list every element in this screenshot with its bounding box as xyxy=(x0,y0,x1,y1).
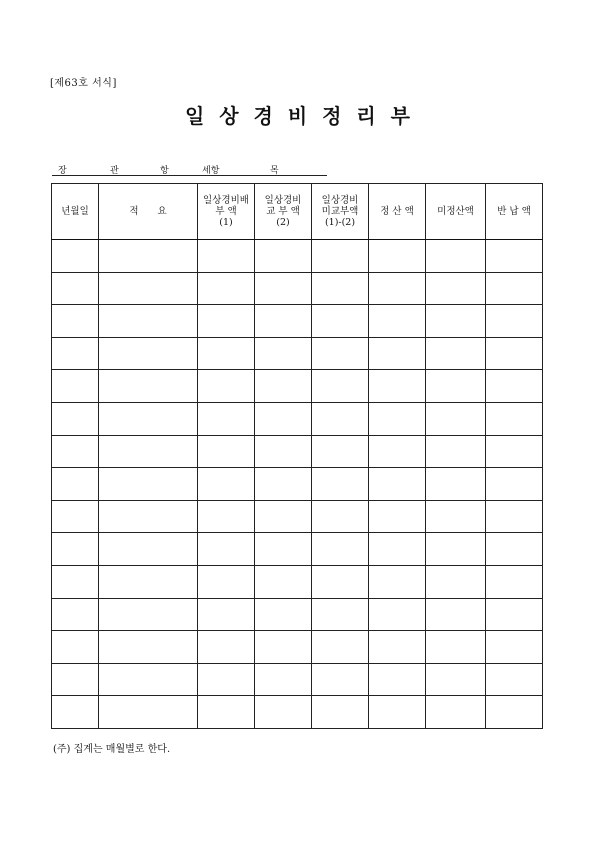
col-date-cell[interactable] xyxy=(52,533,99,566)
col-unissued-cell[interactable] xyxy=(312,272,369,305)
col-returned-cell[interactable] xyxy=(486,337,543,370)
col-returned-cell[interactable] xyxy=(486,272,543,305)
col-summary-cell[interactable] xyxy=(99,337,198,370)
col-settled-cell[interactable] xyxy=(369,696,426,729)
col-date-cell[interactable] xyxy=(52,370,99,403)
col-unissued-header-line: 미교부액 xyxy=(321,206,359,217)
col-returned-header xyxy=(486,184,543,240)
col-returned-cell[interactable] xyxy=(486,663,543,696)
col-unissued-header xyxy=(312,184,369,240)
col-allotment-cell[interactable] xyxy=(198,337,255,370)
col-settled-cell[interactable] xyxy=(369,402,426,435)
col-allotment-cell[interactable] xyxy=(198,468,255,501)
col-issued-cell[interactable] xyxy=(255,435,312,468)
table-row xyxy=(52,468,543,501)
col-settled-cell[interactable] xyxy=(369,272,426,305)
col-date-cell[interactable] xyxy=(52,468,99,501)
table-body xyxy=(52,240,543,729)
col-allotment-cell[interactable] xyxy=(198,696,255,729)
col-unissued-cell[interactable] xyxy=(312,305,369,338)
col-issued-cell[interactable] xyxy=(255,402,312,435)
col-settled-cell[interactable] xyxy=(369,337,426,370)
col-summary-header xyxy=(99,184,198,240)
col-allotment-header xyxy=(198,184,255,240)
col-unsettled-header-line: 미정산액 xyxy=(437,206,474,217)
col-returned-cell[interactable] xyxy=(486,468,543,501)
col-date-header-line: 년월일 xyxy=(61,206,89,217)
col-unsettled-cell[interactable] xyxy=(426,435,486,468)
table-header-row xyxy=(52,184,543,240)
col-summary-header-line: 적 요 xyxy=(129,206,167,217)
col-returned-cell[interactable] xyxy=(486,598,543,631)
col-date-cell[interactable] xyxy=(52,663,99,696)
col-unissued-cell[interactable] xyxy=(312,663,369,696)
table-row xyxy=(52,240,543,273)
col-summary-cell[interactable] xyxy=(99,631,198,664)
page-title: 일 상 경 비 정 리 부 xyxy=(184,104,411,128)
col-unsettled-cell[interactable] xyxy=(426,240,486,273)
col-issued-header-line: (2) xyxy=(276,217,290,228)
table-row xyxy=(52,533,543,566)
col-settled-header-line: 정 산 액 xyxy=(380,206,414,217)
col-date-cell[interactable] xyxy=(52,696,99,729)
col-date-cell[interactable] xyxy=(52,598,99,631)
table-row xyxy=(52,631,543,664)
col-date-cell[interactable] xyxy=(52,435,99,468)
col-unissued-cell[interactable] xyxy=(312,631,369,664)
table-row xyxy=(52,305,543,338)
col-date-header xyxy=(52,184,99,240)
field-label-mok: 목 xyxy=(270,166,279,176)
col-allotment-cell[interactable] xyxy=(198,370,255,403)
col-unissued-cell[interactable] xyxy=(312,565,369,598)
col-allotment-header-line: 일상경비배 xyxy=(203,195,249,206)
table-row xyxy=(52,565,543,598)
col-returned-cell[interactable] xyxy=(486,696,543,729)
col-returned-cell[interactable] xyxy=(486,402,543,435)
table-row xyxy=(52,370,543,403)
col-issued-cell[interactable] xyxy=(255,663,312,696)
col-summary-cell[interactable] xyxy=(99,435,198,468)
col-settled-cell[interactable] xyxy=(369,240,426,273)
col-unissued-cell[interactable] xyxy=(312,435,369,468)
col-unsettled-cell[interactable] xyxy=(426,631,486,664)
col-unsettled-cell[interactable] xyxy=(426,402,486,435)
table-row xyxy=(52,337,543,370)
col-settled-cell[interactable] xyxy=(369,598,426,631)
col-unsettled-cell[interactable] xyxy=(426,533,486,566)
col-date-cell[interactable] xyxy=(52,565,99,598)
col-summary-cell[interactable] xyxy=(99,468,198,501)
col-settled-cell[interactable] xyxy=(369,500,426,533)
col-unissued-header-line: 일상경비 xyxy=(321,195,359,206)
col-date-cell[interactable] xyxy=(52,272,99,305)
col-issued-cell[interactable] xyxy=(255,272,312,305)
col-settled-cell[interactable] xyxy=(369,305,426,338)
col-unsettled-cell[interactable] xyxy=(426,663,486,696)
col-allotment-header-line: (1) xyxy=(219,217,233,228)
table-row xyxy=(52,435,543,468)
col-allotment-cell[interactable] xyxy=(198,598,255,631)
footnote: (주) 집계는 매월별로 한다. xyxy=(53,744,171,755)
col-settled-cell[interactable] xyxy=(369,370,426,403)
col-issued-cell[interactable] xyxy=(255,337,312,370)
table-row xyxy=(52,500,543,533)
col-date-cell[interactable] xyxy=(52,500,99,533)
col-unissued-header-line: (1)-(2) xyxy=(324,217,356,228)
col-allotment-cell[interactable] xyxy=(198,305,255,338)
col-unissued-cell[interactable] xyxy=(312,240,369,273)
col-returned-cell[interactable] xyxy=(486,370,543,403)
col-summary-cell[interactable] xyxy=(99,240,198,273)
col-summary-cell[interactable] xyxy=(99,565,198,598)
col-settled-cell[interactable] xyxy=(369,468,426,501)
col-issued-cell[interactable] xyxy=(255,468,312,501)
form-number: [제63호 서식] xyxy=(50,78,117,89)
col-allotment-cell[interactable] xyxy=(198,500,255,533)
col-issued-header-line: 일상경비 xyxy=(264,195,302,206)
col-summary-cell[interactable] xyxy=(99,500,198,533)
table-row xyxy=(52,402,543,435)
col-date-cell[interactable] xyxy=(52,631,99,664)
col-returned-cell[interactable] xyxy=(486,435,543,468)
col-allotment-cell[interactable] xyxy=(198,240,255,273)
col-summary-cell[interactable] xyxy=(99,272,198,305)
col-unsettled-cell[interactable] xyxy=(426,468,486,501)
col-returned-cell[interactable] xyxy=(486,631,543,664)
table-row xyxy=(52,663,543,696)
col-settled-cell[interactable] xyxy=(369,533,426,566)
field-label-sehang: 세항 xyxy=(202,166,220,176)
col-settled-cell[interactable] xyxy=(369,631,426,664)
col-returned-cell[interactable] xyxy=(486,500,543,533)
table-row xyxy=(52,272,543,305)
col-issued-cell[interactable] xyxy=(255,500,312,533)
col-issued-header-line: 교 부 액 xyxy=(266,206,300,217)
col-unissued-cell[interactable] xyxy=(312,500,369,533)
col-unissued-cell[interactable] xyxy=(312,337,369,370)
col-returned-cell[interactable] xyxy=(486,240,543,273)
col-settled-cell[interactable] xyxy=(369,663,426,696)
col-allotment-cell[interactable] xyxy=(198,533,255,566)
col-summary-cell[interactable] xyxy=(99,663,198,696)
col-allotment-cell[interactable] xyxy=(198,272,255,305)
col-summary-cell[interactable] xyxy=(99,402,198,435)
col-unissued-cell[interactable] xyxy=(312,598,369,631)
col-issued-cell[interactable] xyxy=(255,240,312,273)
col-unsettled-cell[interactable] xyxy=(426,272,486,305)
col-allotment-cell[interactable] xyxy=(198,565,255,598)
col-unsettled-cell[interactable] xyxy=(426,370,486,403)
col-date-cell[interactable] xyxy=(52,305,99,338)
col-allotment-cell[interactable] xyxy=(198,631,255,664)
field-label-gwan: 관 xyxy=(110,166,119,176)
col-returned-cell[interactable] xyxy=(486,305,543,338)
col-date-cell[interactable] xyxy=(52,337,99,370)
col-settled-cell[interactable] xyxy=(369,565,426,598)
col-issued-cell[interactable] xyxy=(255,598,312,631)
col-date-cell[interactable] xyxy=(52,402,99,435)
col-unissued-cell[interactable] xyxy=(312,370,369,403)
col-summary-cell[interactable] xyxy=(99,598,198,631)
field-label-jang: 장 xyxy=(58,166,67,176)
col-issued-cell[interactable] xyxy=(255,696,312,729)
expense-ledger-table xyxy=(51,183,543,729)
col-issued-cell[interactable] xyxy=(255,565,312,598)
col-unsettled-cell[interactable] xyxy=(426,305,486,338)
col-unsettled-header xyxy=(426,184,486,240)
budget-classification-line xyxy=(52,163,327,176)
col-allotment-header-line: 부 액 xyxy=(215,206,237,217)
col-unsettled-cell[interactable] xyxy=(426,337,486,370)
col-summary-cell[interactable] xyxy=(99,696,198,729)
col-allotment-cell[interactable] xyxy=(198,402,255,435)
table-row xyxy=(52,598,543,631)
col-summary-cell[interactable] xyxy=(99,370,198,403)
col-unsettled-cell[interactable] xyxy=(426,500,486,533)
col-unissued-cell[interactable] xyxy=(312,402,369,435)
col-returned-cell[interactable] xyxy=(486,533,543,566)
col-settled-header xyxy=(369,184,426,240)
col-issued-cell[interactable] xyxy=(255,533,312,566)
field-label-hang: 항 xyxy=(160,166,169,176)
col-returned-header-line: 반 납 액 xyxy=(497,206,531,217)
col-settled-cell[interactable] xyxy=(369,435,426,468)
col-issued-cell[interactable] xyxy=(255,305,312,338)
col-unissued-cell[interactable] xyxy=(312,468,369,501)
col-summary-cell[interactable] xyxy=(99,305,198,338)
col-issued-header xyxy=(255,184,312,240)
col-unsettled-cell[interactable] xyxy=(426,696,486,729)
col-unissued-cell[interactable] xyxy=(312,696,369,729)
col-issued-cell[interactable] xyxy=(255,370,312,403)
col-summary-cell[interactable] xyxy=(99,533,198,566)
table-row xyxy=(52,696,543,729)
col-allotment-cell[interactable] xyxy=(198,435,255,468)
col-unsettled-cell[interactable] xyxy=(426,598,486,631)
col-issued-cell[interactable] xyxy=(255,631,312,664)
col-unissued-cell[interactable] xyxy=(312,533,369,566)
col-returned-cell[interactable] xyxy=(486,565,543,598)
col-allotment-cell[interactable] xyxy=(198,663,255,696)
col-unsettled-cell[interactable] xyxy=(426,565,486,598)
col-date-cell[interactable] xyxy=(52,240,99,273)
